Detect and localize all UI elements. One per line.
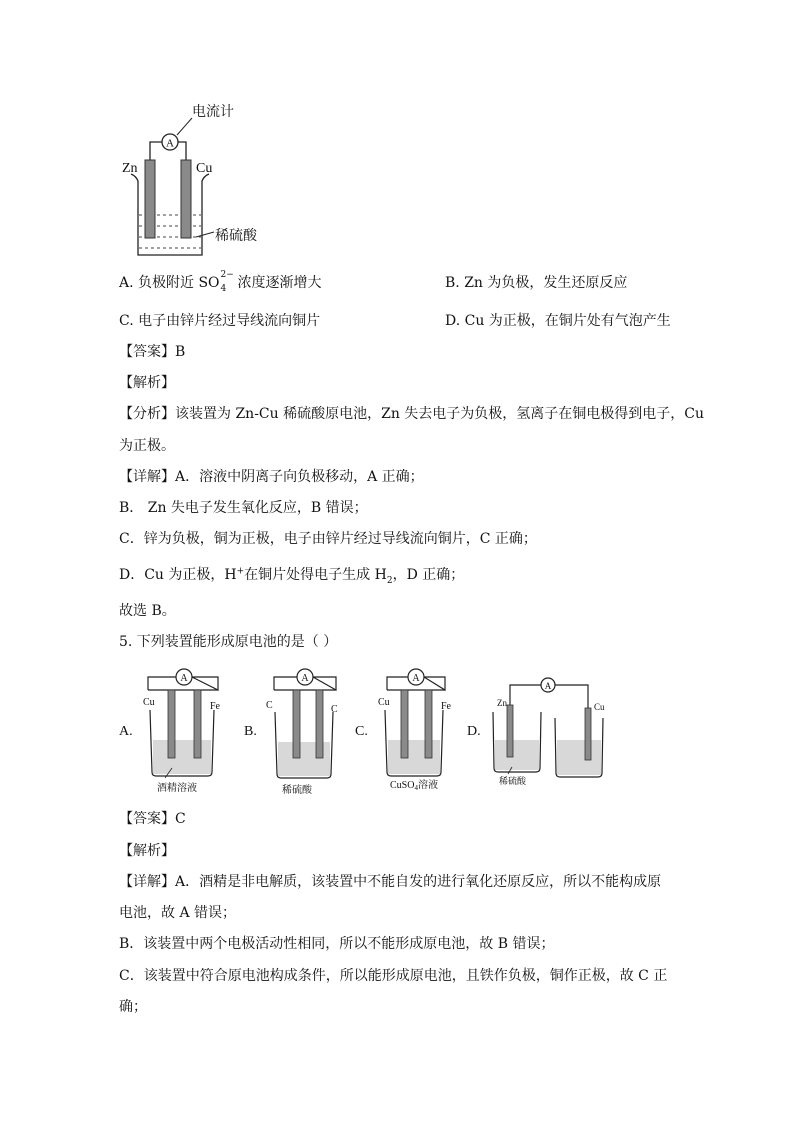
q5-analysis-heading: 【解析】	[119, 843, 175, 859]
svg-text:A: A	[544, 681, 552, 691]
svg-text:D.: D.	[467, 724, 481, 739]
svg-text:B.: B.	[244, 724, 257, 739]
svg-text:A: A	[412, 673, 420, 684]
cu-electrode	[181, 160, 191, 238]
q4-fenxi-line1: 【分析】该装置为 Zn-Cu 稀硫酸原电池，Zn 失去电子为负极，氢离子在铜电极得到电子，Cu	[119, 406, 705, 422]
q5-detail-a-line1: 【详解】A．酒精是非电解质，该装置中不能自发的进行氧化还原反应，所以不能构成原	[119, 874, 662, 890]
svg-text:C: C	[331, 704, 338, 715]
q5-answer: 【答案】C	[119, 811, 186, 827]
svg-text:Cu: Cu	[378, 697, 390, 708]
q5-detail-c-line2: 确；	[119, 999, 147, 1015]
svg-text:Fe: Fe	[210, 701, 220, 712]
svg-text:稀硫酸: 稀硫酸	[215, 229, 257, 244]
q4-answer: 【答案】B	[119, 344, 186, 360]
q5-detail-b: B．该装置中两个电极活动性相同，所以不能形成原电池，故 B 错误；	[119, 936, 555, 952]
device-a	[119, 669, 221, 794]
q5-detail-a-line2: 电池，故 A 错误；	[119, 905, 237, 921]
q5-detail-c-line1: C．该装置中符合原电池构成条件，所以能形成原电池，且铁作负极，铜作正极，故 C 正	[119, 968, 668, 984]
device-c	[355, 669, 452, 792]
q4-fenxi-line2: 为正极。	[119, 438, 175, 454]
svg-text:Cu: Cu	[196, 161, 213, 176]
q4-detail-c: C．锌为负极，铜为正极，电子由锌片经过导线流向铜片，C 正确；	[119, 531, 537, 547]
svg-text:Cu: Cu	[594, 702, 605, 712]
q4-detail-b: B． Zn 失电子发生氧化反应，B 错误；	[119, 500, 368, 516]
q5-devices-figure	[0, 660, 794, 800]
q4-conclusion: 故选 B。	[119, 603, 176, 619]
option-d: D. Cu 为正极，在铜片处有气泡产生	[445, 313, 671, 329]
device-d	[467, 678, 605, 786]
svg-text:C: C	[266, 700, 273, 711]
option-a: A. 负极附近 SO 2− 4 浓度逐渐增大	[119, 270, 322, 294]
svg-text:Zn: Zn	[497, 698, 507, 708]
svg-text:Fe: Fe	[441, 701, 451, 712]
zn-electrode	[145, 160, 155, 238]
svg-text:A: A	[166, 137, 174, 150]
svg-text:电流计: 电流计	[192, 105, 234, 120]
q4-analysis-heading: 【解析】	[119, 375, 175, 391]
q4-galvanic-cell-figure	[0, 0, 794, 270]
svg-text:稀硫酸: 稀硫酸	[282, 785, 312, 796]
svg-text:稀硫酸: 稀硫酸	[499, 776, 527, 786]
q4-detail-a: 【详解】A．溶液中阴离子向负极移动，A 正确；	[119, 469, 424, 485]
svg-text:A: A	[180, 673, 188, 684]
q5-stem: 5. 下列装置能形成原电池的是（ ）	[119, 634, 338, 650]
option-c: C. 电子由锌片经过导线流向铜片	[119, 313, 321, 329]
svg-text:Cu: Cu	[143, 697, 155, 708]
q4-detail-d: D．Cu 为正极，H+在铜片处得电子生成 $H_2$，D 正确；	[119, 566, 465, 586]
svg-text:A.: A.	[119, 724, 133, 739]
svg-text:酒精溶液: 酒精溶液	[157, 783, 197, 794]
option-b: B. Zn 为负极，发生还原反应	[445, 275, 628, 291]
svg-text:C.: C.	[355, 724, 368, 739]
svg-text:CuSO4溶液: CuSO$_4$溶液	[390, 780, 438, 792]
device-b	[244, 669, 338, 796]
svg-text:Zn: Zn	[122, 161, 138, 176]
svg-text:A: A	[301, 673, 309, 684]
